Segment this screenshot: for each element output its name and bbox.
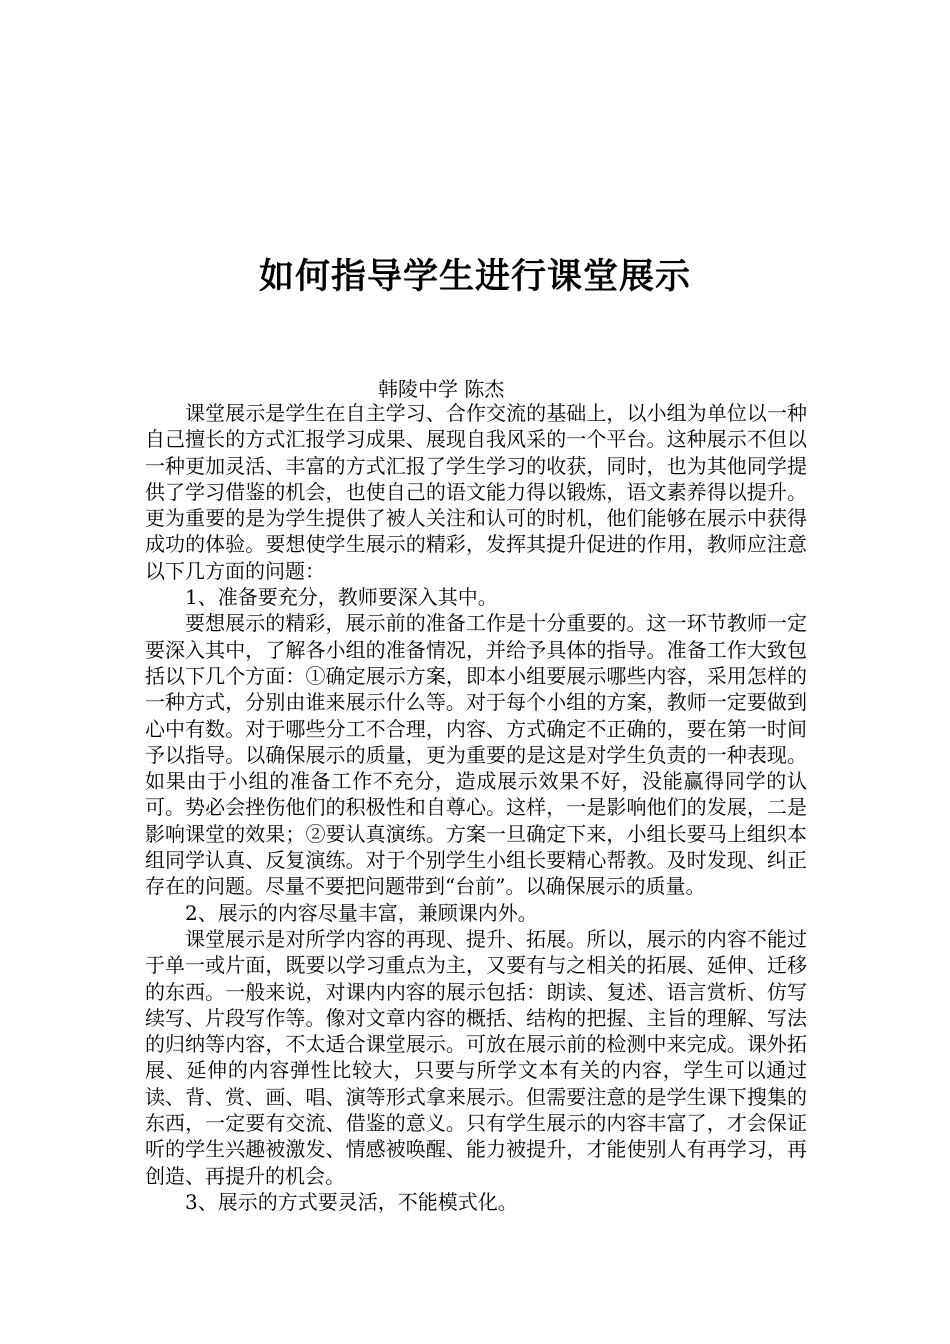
section-1-paragraph: 要想展示的精彩，展示前的准备工作是十分重要的。这一环节教师一定要深入其中，了解各小组的准备情况，并给予具体的指导。准备工作大致包括以下几个方面：①确定展示方案，即本小组要展示哪些内容，采用怎样的一种方式，分别由谁来展示什么等。对于每个小组的方案，教师一定要做到心中有数。对于哪些分工不合理，内容、方式确定不正确的，要在第一时间予以指导。以确保展示的质量，更为重要的是这是对学生负责的一种表现。如果由于小组的准备工作不充分，造成展示效果不好，没能赢得同学的认可。势必会挫伤他们的积极性和自尊心。这样，一是影响他们的发展，二是影响课堂的效果；②要认真演练。方案一旦确定下来，小组长要马上组织本组同学认真、反复演练。对于个别学生小组长要精心帮教。及时发现、纠正存在的问题。尽量不要把问题带到“台前”。以确保展示的质量。 bbox=[145, 611, 807, 899]
section-heading-2: 2、展示的内容尽量丰富，兼顾课内外。 bbox=[185, 900, 538, 925]
document-body bbox=[145, 400, 807, 1215]
author-line: 韩陵中学 陈杰 bbox=[378, 377, 505, 401]
section-heading-1: 1、准备要充分，教师要深入其中。 bbox=[185, 585, 498, 610]
section-heading-3: 3、展示的方式要灵活，不能模式化。 bbox=[185, 1189, 518, 1214]
document-title: 如何指导学生进行课堂展示 bbox=[258, 256, 691, 297]
intro-paragraph: 课堂展示是学生在自主学习、合作交流的基础上，以小组为单位以一种自己擅长的方式汇报学习成果、展现自我风采的一个平台。这种展示不但以一种更加灵活、丰富的方式汇报了学生学习的收获，同时，也为其他同学提供了学习借鉴的机会，也使自己的语文能力得以锻炼，语文素养得以提升。更为重要的是为学生提供了被人关注和认可的时机，他们能够在展示中获得成功的体验。要想使学生展示的精彩，发挥其提升促进的作用，教师应注意以下几方面的问题： bbox=[145, 401, 807, 583]
section-2-paragraph: 课堂展示是对所学内容的再现、提升、拓展。所以，展示的内容不能过于单一或片面，既要以学习重点为主，又要有与之相关的拓展、延伸、迁移的东西。一般来说，对课内内容的展示包括：朗读、复述、语言赏析、仿写续写、片段写作等。像对文章内容的概括、结构的把握、主旨的理解、写法的归纳等内容，不太适合课堂展示。可放在展示前的检测中来完成。课外拓展、延伸的内容弹性比较大，只要与所学文本有关的内容，学生可以通过读、背、赏、画、唱、演等形式拿来展示。但需要注意的是学生课下搜集的东西，一定要有交流、借鉴的意义。只有学生展示的内容丰富了，才会保证听的学生兴趣被激发、情感被唤醒、能力被提升，才能使别人有再学习，再创造、再提升的机会。 bbox=[145, 926, 807, 1188]
